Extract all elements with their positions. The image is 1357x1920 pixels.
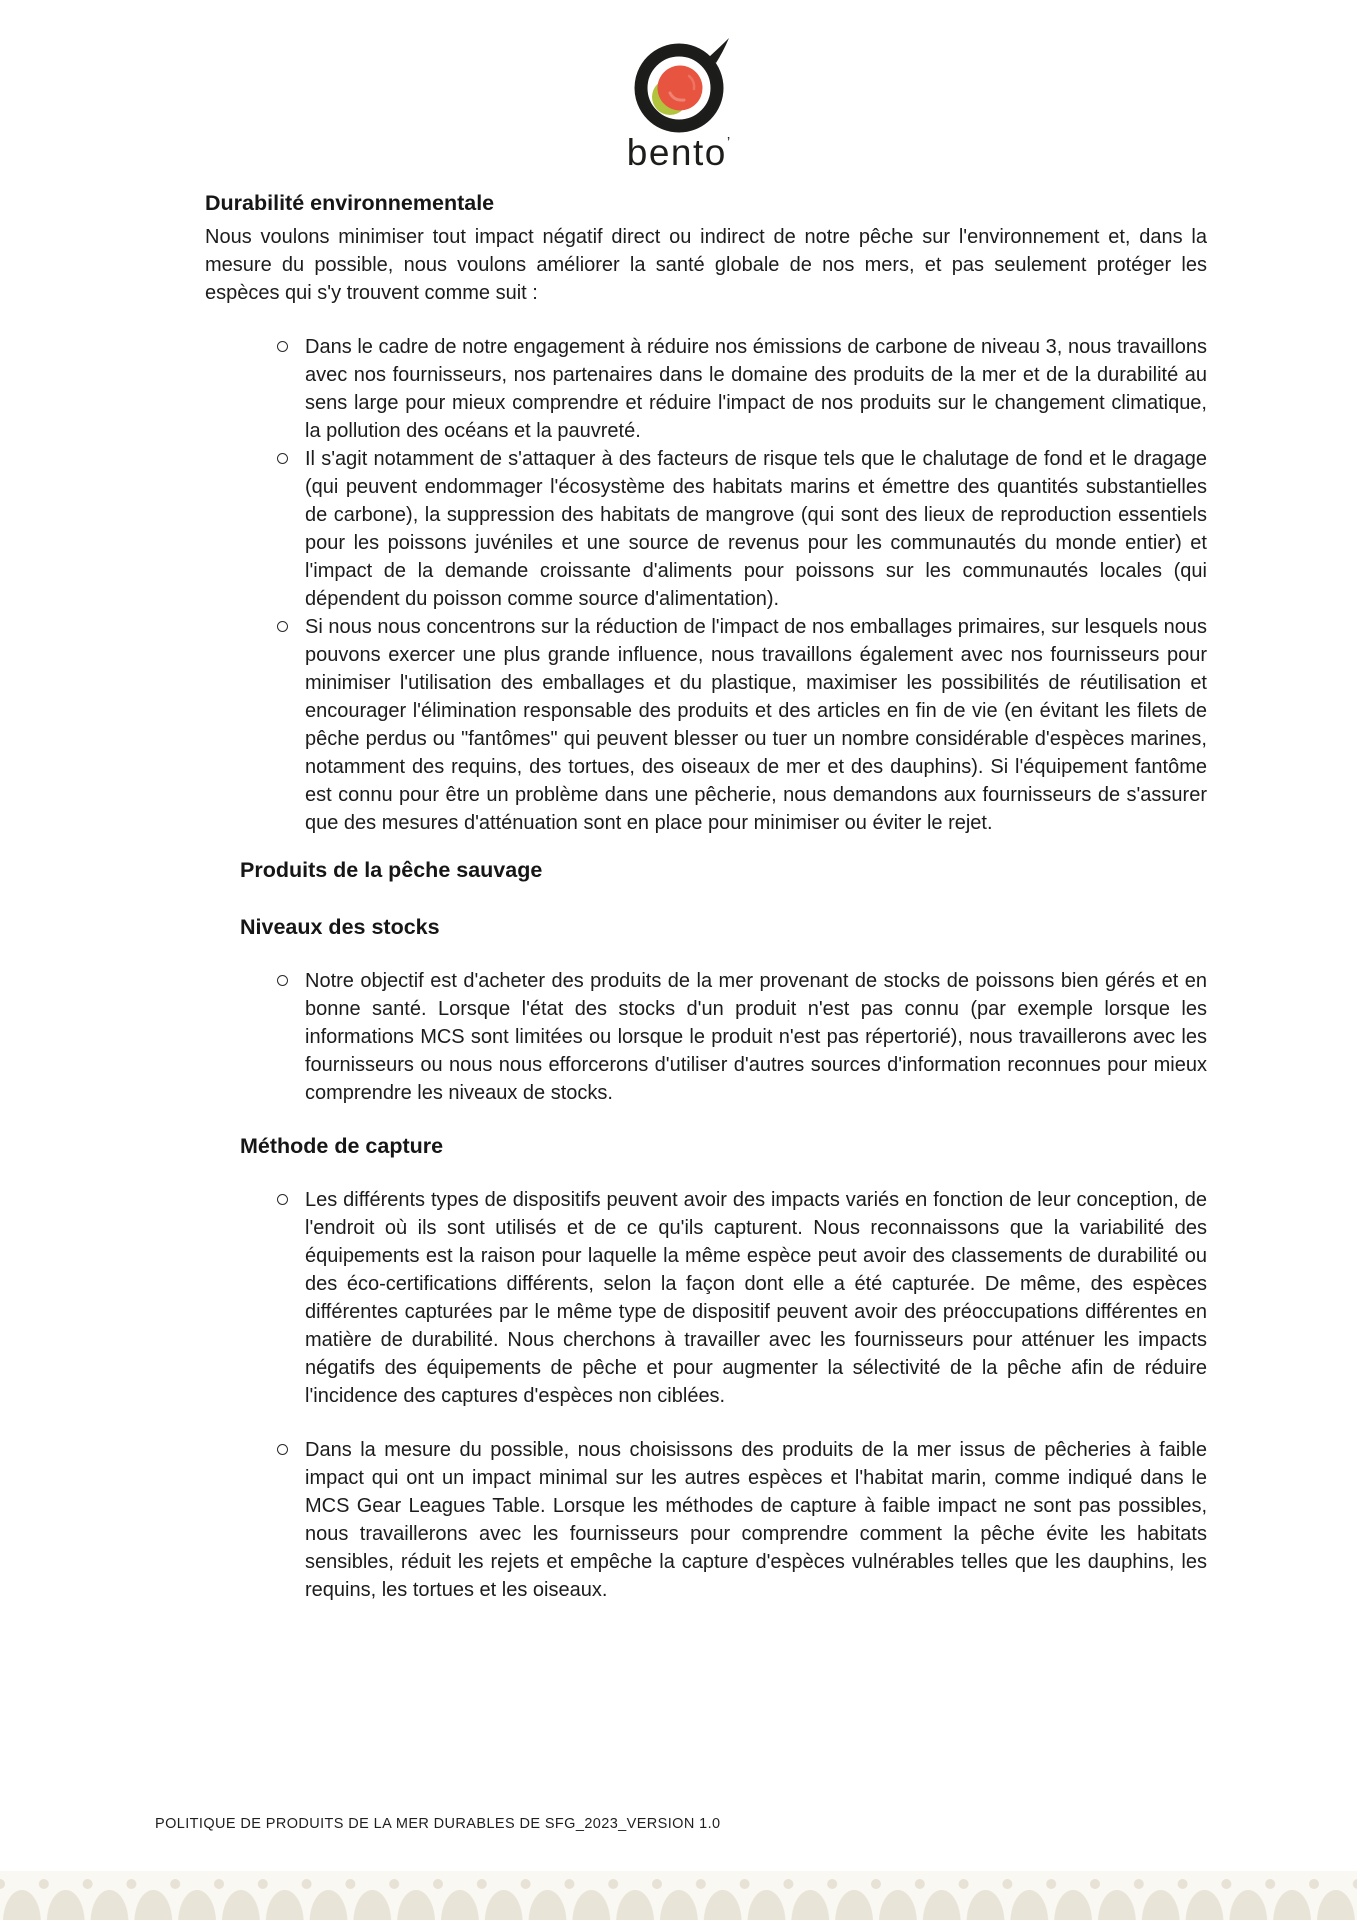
stock-levels-bullet-list: [205, 967, 1207, 1107]
bullet-text: Dans le cadre de notre engagement à réduire nos émissions de carbone de niveau 3, nous travaillons avec nos fournisseurs, nos partenaires dans le domaine des produits de la mer et de la durabilité au sens large pour mieux comprendre et réduire l'impact de nos produits sur le changement climatique, la pollution des océans et la pauvreté.: [305, 336, 1207, 442]
list-item: [205, 613, 1207, 837]
document-body: [205, 190, 1207, 1604]
circle-bullet-icon: [277, 975, 288, 986]
scallop-border-decoration: [0, 1871, 1357, 1920]
circle-bullet-icon: [277, 621, 288, 632]
section-title-wild-fishery: Produits de la pêche sauvage: [240, 858, 543, 882]
circle-bullet-icon: [277, 1194, 288, 1205]
bento-logo: [0, 38, 1357, 171]
section-title-capture-method: Méthode de capture: [240, 1134, 444, 1158]
bullet-text: Il s'agit notamment de s'attaquer à des facteurs de risque tels que le chalutage de fond et le dragage (qui peuvent endommager l'écosystème des habitats marins et émettre des quantités substantielles de carbone), la suppression des habitats de mangrove (qui sont des lieux de reproduction essentiels pour les poissons juvéniles et une source de revenus pour les communautés du monde entier) et l'impact de la demande croissante d'aliments pour poissons sur les communautés locales (qui dépendent du poisson comme source d'alimentation).: [305, 448, 1207, 610]
list-item: [205, 445, 1207, 613]
bullet-text: Les différents types de dispositifs peuvent avoir des impacts variés en fonction de leur conception, de l'endroit où ils sont utilisés et de ce qu'ils capturent. Nous reconnaissons que la variabilité des équipements est la raison pour laquelle la même espèce peut avoir des classements de durabilité ou des éco-certifications différents, selon la façon dont elle a été capturée. De même, des espèces différentes capturées par le même type de dispositif peuvent avoir des préoccupations différentes en matière de durabilité. Nous cherchons à travailler avec les fournisseurs pour atténuer les impacts négatifs des équipements de pêche et pour augmenter la sélectivité de la pêche afin de réduire l'incidence des captures d'espèces non ciblées.: [305, 1189, 1207, 1407]
scallop-pattern-icon: [0, 1871, 1357, 1920]
circle-bullet-icon: [277, 453, 288, 464]
document-footer: POLITIQUE DE PRODUITS DE LA MER DURABLES DE SFG_2023_VERSION 1.0: [155, 1816, 721, 1832]
environment-bullet-list: [205, 333, 1207, 837]
red-center-icon: [657, 66, 702, 111]
list-item: [205, 333, 1207, 445]
list-item: [205, 967, 1207, 1107]
list-item: [205, 1436, 1207, 1604]
list-item: [205, 1186, 1207, 1410]
bullet-text: Si nous nous concentrons sur la réduction de l'impact de nos emballages primaires, sur lesquels nous pouvons exercer une plus grande influence, nous travaillons également avec nos fournisseurs pour minimiser l'utilisation des emballages et du plastique, maximiser les possibilités de réutilisation et encourager l'élimination responsable des produits et des articles en fin de vie (en évitant les filets de pêche perdus ou "fantômes" qui peuvent blesser ou tuer un nombre considérable d'espèces marines, notamment des requins, des tortues, des oiseaux de mer et des dauphins). Si l'équipement fantôme est connu pour être un problème dans une pêcherie, nous demandons aux fournisseurs de s'assurer que des mesures d'atténuation sont en place pour minimiser ou éviter le rejet.: [305, 616, 1207, 834]
circle-bullet-icon: [277, 341, 288, 352]
section-title-stock-levels: Niveaux des stocks: [240, 915, 440, 939]
brand-mark: ’: [726, 134, 731, 151]
section-title-environment: Durabilité environnementale: [205, 191, 495, 215]
circle-bullet-icon: [277, 1444, 288, 1455]
brand-name: bento: [626, 132, 727, 173]
brand-wordmark: [627, 134, 730, 171]
intro-paragraph: Nous voulons minimiser tout impact négatif direct ou indirect de notre pêche sur l'environnement et, dans la mesure du possible, nous voulons améliorer la santé globale de nos mers, et pas seulement protéger les espèces qui s'y trouvent comme suit :: [205, 226, 1207, 304]
brush-tail-icon: [709, 38, 729, 63]
capture-method-bullet-list: [205, 1186, 1207, 1604]
bento-logo-icon: [621, 38, 737, 138]
bullet-text: Notre objectif est d'acheter des produits de la mer provenant de stocks de poissons bien gérés et en bonne santé. Lorsque l'état des stocks d'un produit n'est pas connu (par exemple lorsque les informations MCS sont limitées ou lorsque le produit n'est pas répertorié), nous travaillerons avec les fournisseurs ou nous nous efforcerons d'utiliser d'autres sources d'information reconnues pour mieux comprendre les niveaux de stocks.: [305, 970, 1207, 1104]
bullet-text: Dans la mesure du possible, nous choisissons des produits de la mer issus de pêcheries à faible impact qui ont un impact minimal sur les autres espèces et l'habitat marin, comme indiqué dans le MCS Gear Leagues Table. Lorsque les méthodes de capture à faible impact ne sont pas possibles, nous travaillerons avec les fournisseurs pour comprendre comment la pêche évite les habitats sensibles, réduit les rejets et empêche la capture d'espèces vulnérables telles que les dauphins, les requins, les tortues et les oiseaux.: [305, 1439, 1207, 1601]
